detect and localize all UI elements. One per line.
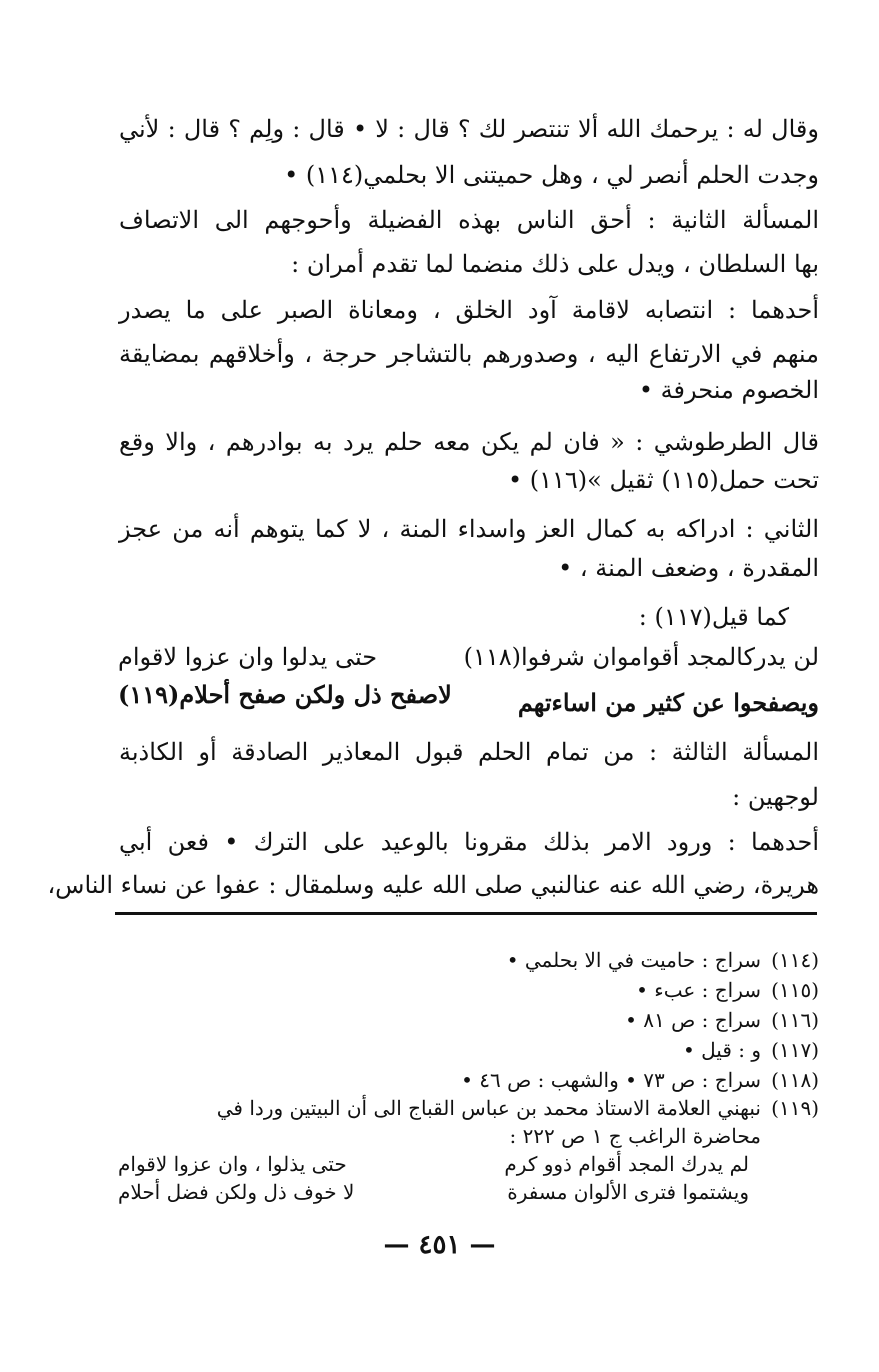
body-line: المسألة الثالثة : من تمام الحلم قبول المعاذير الصادقة أو الكاذبة [119, 738, 819, 766]
body-line: منهم في الارتفاع اليه ، وصدورهم بالتشاجر حرجة ، وأخلاقهم بمضايقة [119, 340, 819, 368]
body-line: لوجهين : [732, 783, 819, 811]
footnote-verse-left: لا خوف ذل ولكن فضل أحلام [118, 1180, 355, 1204]
body-line: أحدهما : انتصابه لاقامة آود الخلق ، ومعاناة الصبر على ما يصدر [119, 296, 819, 324]
body-line: قال الطرطوشي : « فان لم يكن معه حلم يرد به بوادرهم ، والا وقع [119, 428, 819, 456]
page-number: — ٤٥١ — [383, 1230, 496, 1260]
body-line: الخصوم منحرفة • [638, 376, 819, 404]
body-line: أحدهما : ورود الامر بذلك مقرونا بالوعيد على الترك • فعن أبي [119, 828, 819, 856]
footnote-verse-right: ويشتموا فترى الألوان مسفرة [507, 1180, 749, 1204]
body-line: تحت حمل(١١٥) ثقيل »(١١٦) • [507, 466, 819, 494]
verse-hemistich-right: ويصفحوا عن كثير من اساءتهم [517, 688, 819, 717]
footnote-text: نبهني العلامة الاستاذ محمد بن عباس القباج الى أن البيتين وردا في [216, 1096, 761, 1120]
footnote-number: (١١٦) [771, 1008, 819, 1032]
footnote-number: (١١٩) [771, 1096, 819, 1120]
body-line: المسألة الثانية : أحق الناس بهذه الفضيلة وأحوجهم الى الاتصاف [119, 206, 819, 234]
footnote-number: (١١٤) [771, 948, 819, 972]
body-line: وقال له : يرحمك الله ألا تنتصر لك ؟ قال : لا • قال : ولِم ؟ قال : لأني [119, 115, 819, 143]
body-line: بها السلطان ، ويدل على ذلك منضما لما تقدم أمران : [291, 250, 819, 278]
footnote-text: سراج : ص ٨١ • [625, 1008, 761, 1032]
verse-hemistich-right: لن يدركالمجد أقواموان شرفوا(١١٨) [463, 643, 819, 671]
body-line: كما قيل(١١٧) : [638, 603, 789, 631]
body-line: هريرة، رضي الله عنه عنالنبي صلى الله عليه وسلمقال : عفوا عن نساء الناس، [47, 871, 819, 899]
footnote-separator [115, 912, 817, 915]
footnote-text: و : قيل • [682, 1038, 761, 1062]
footnote-verse-left: حتى يذلوا ، وان عزوا لاقوام [118, 1152, 347, 1176]
footnote-text: سراج : حاميت في الا بحلمي • [506, 948, 761, 972]
body-line: وجدت الحلم أنصر لي ، وهل حميتنى الا بحلمي(١١٤) • [284, 161, 819, 189]
footnote-text: سراج : ص ٧٣ • والشهب : ص ٤٦ • [461, 1068, 761, 1092]
body-line: الثاني : ادراكه به كمال العز واسداء المنة ، لا كما يتوهم أنه من عجز [119, 515, 819, 543]
body-line: المقدرة ، وضعف المنة ، • [558, 554, 819, 582]
footnote-text: محاضرة الراغب ج ١ ص ٢٢٢ : [509, 1124, 761, 1148]
footnote-text: سراج : عبء • [636, 978, 761, 1002]
footnote-number: (١١٧) [771, 1038, 819, 1062]
footnote-number: (١١٥) [771, 978, 819, 1002]
verse-hemistich-left: حتى يدلوا وان عزوا لاقوام [118, 643, 378, 671]
footnote-number: (١١٨) [771, 1068, 819, 1092]
verse-hemistich-left: لاصفح ذل ولكن صفح أحلام(١١٩) [118, 680, 452, 709]
footnote-verse-right: لم يدرك المجد أقوام ذوو كرم [504, 1152, 749, 1176]
